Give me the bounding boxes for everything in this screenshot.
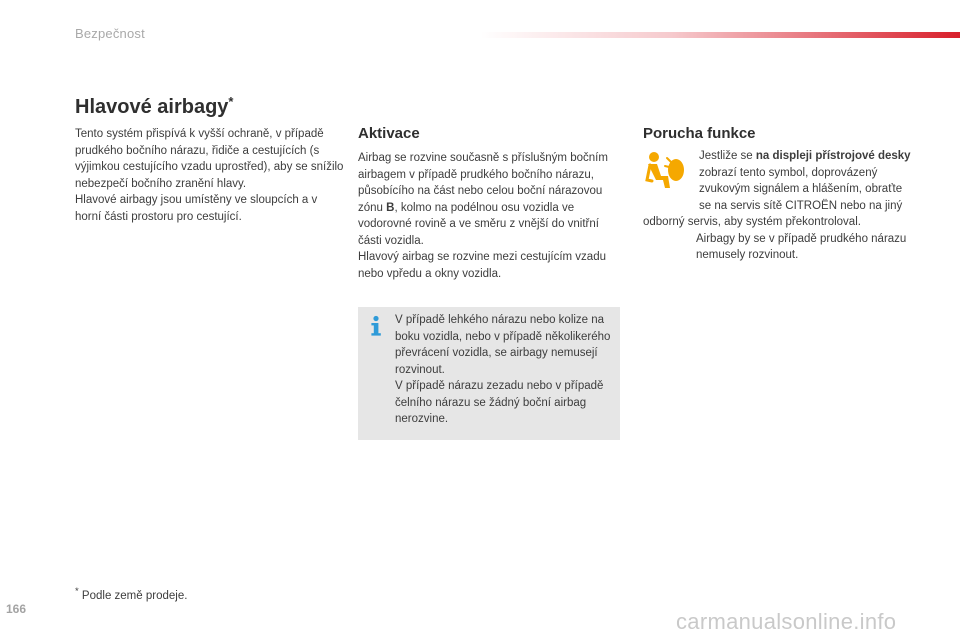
activation-paragraph-2: Hlavový airbag se rozvine mezi cestujícím vzadu nebo vpředu a okny vozidla. bbox=[358, 251, 606, 280]
page-number: 166 bbox=[6, 602, 27, 616]
malfunction-heading: Porucha funkce bbox=[643, 125, 756, 142]
info-note-text bbox=[395, 312, 613, 428]
intro-text bbox=[75, 126, 345, 225]
note-paragraph-1: V případě lehkého nárazu nebo kolize na boku vozidla, nebo v případě několikerého převrácení vozidla, se airbagy nemusejí rozvinout. bbox=[395, 314, 611, 376]
malfunction-display-phrase: na displeji přístrojové desky bbox=[755, 150, 911, 162]
info-icon bbox=[368, 315, 384, 337]
info-note-box bbox=[358, 307, 620, 440]
zone-b-label: B bbox=[386, 201, 395, 214]
activation-paragraph-1 bbox=[358, 150, 620, 249]
page-title-text: Hlavové airbagy bbox=[75, 96, 229, 118]
intro-paragraph-2: Hlavové airbagy jsou umístěny ve sloupcích a v horní části prostoru pro cestující. bbox=[75, 194, 318, 223]
note-paragraph-2: V případě nárazu zezadu nebo v případě čelního nárazu se žádný boční airbag nerozvine. bbox=[395, 380, 604, 425]
activation-text-part-1: Airbag se rozvine současně s příslušným bočním airbagem v případě prudkého bočního nárazu, působícího na část nebo celou boční nárazovou zónu bbox=[358, 152, 608, 214]
malfunction-text bbox=[643, 148, 913, 264]
page-title bbox=[75, 96, 233, 119]
activation-heading: Aktivace bbox=[358, 125, 420, 142]
header-accent-line bbox=[480, 32, 960, 38]
title-footnote-marker: * bbox=[228, 94, 234, 109]
malfunction-text-part-1: Jestliže se bbox=[699, 150, 756, 162]
intro-paragraph-1: Tento systém přispívá k vyšší ochraně, v případě prudkého bočního nárazu, řidiče a cestujících (s výjimkou cestujícího vzadu uprostřed), aby se snížilo nebezpečí bočního zranění hlavy. bbox=[75, 128, 344, 190]
malfunction-paragraph-2: Airbagy by se v případě prudkého nárazu nemusely rozvinout. bbox=[696, 232, 907, 261]
footnote-text: Podle země prodeje. bbox=[78, 589, 188, 602]
section-label: Bezpečnost bbox=[75, 26, 145, 41]
activation-text bbox=[358, 150, 620, 282]
footnote bbox=[75, 586, 187, 602]
malfunction-text-part-2: zobrazí tento symbol, doprovázený zvukovým signálem a hlášením, obraťte se na servis sítě CITROËN nebo na jiný odborný servis, aby systém překontroloval. bbox=[643, 166, 903, 228]
footnote-marker: * bbox=[75, 586, 79, 597]
malfunction-paragraph-1 bbox=[643, 148, 913, 231]
activation-text-part-2: , kolmo na podélnou osu vozidla ve vodorovné rovině a ve směru z vnější do vnitřní části vozidla. bbox=[358, 201, 599, 247]
watermark: carmanualsonline.info bbox=[676, 609, 897, 634]
